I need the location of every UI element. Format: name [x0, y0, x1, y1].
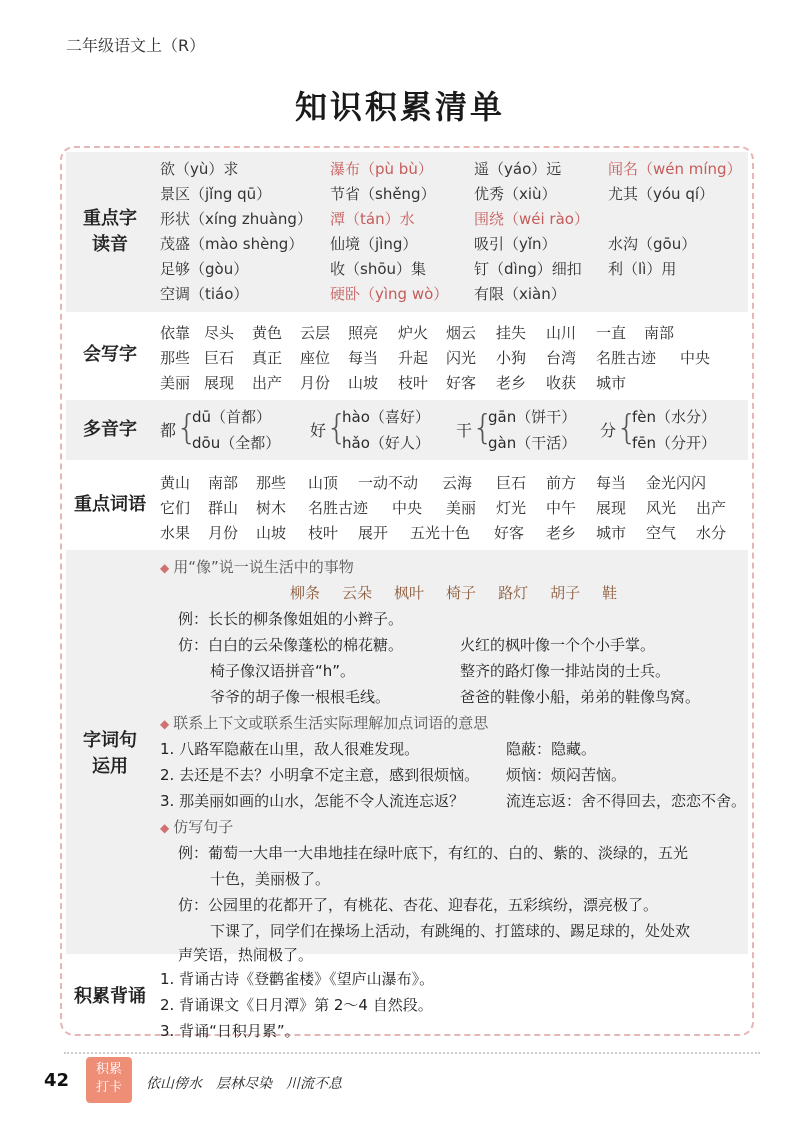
prompt-word: 胡子 — [550, 584, 581, 602]
section-label: 重点词语 — [74, 494, 146, 515]
writing-word: 挂失 — [496, 324, 527, 342]
writing-word: 那些 — [160, 349, 191, 367]
reading-a: dū（首都） — [192, 408, 272, 426]
brace-icon: { — [472, 408, 494, 448]
prompt-word: 椅子 — [446, 584, 477, 602]
key-words-row — [160, 522, 742, 546]
writing-word: 台湾 — [546, 349, 577, 367]
writing-word: 真正 — [252, 349, 283, 367]
writing-word: 尽头 — [204, 324, 235, 342]
reading-a: hào（喜好） — [342, 408, 430, 426]
usage-heading-1: ◆ 用“像”说一说生活中的事物 — [160, 558, 354, 576]
pronunciation-item: 吸引（yǐn） — [474, 235, 557, 253]
writing-word: 每当 — [348, 349, 379, 367]
writing-word: 名胜古迹 — [596, 349, 657, 367]
sentence-line: 下课了，同学们在操场上活动，有跳绳的、打篮球的、踢足球的，处处欢 — [210, 922, 691, 940]
imitation-line: 爷爷的胡子像一根根毛线。 — [210, 688, 391, 706]
key-word: 每当 — [596, 474, 627, 492]
key-word: 枝叶 — [308, 524, 339, 542]
prompt-word: 路灯 — [498, 584, 529, 602]
writing-word: 升起 — [398, 349, 429, 367]
prompt-word: 枫叶 — [394, 584, 425, 602]
key-word: 山顶 — [308, 474, 339, 492]
knowledge-card — [60, 146, 754, 1040]
pronunciation-item: 欲（yù）求 — [160, 160, 239, 178]
pronunciation-item: 节省（shěng） — [330, 185, 436, 203]
reading-b: fēn（分开） — [632, 434, 717, 452]
writing-word: 山坡 — [348, 374, 379, 392]
writing-row — [160, 347, 742, 371]
pronunciation-item: 利（lì）用 — [608, 260, 677, 278]
question-line: 3. 那美丽如画的山水，怎能不令人流连忘返？ — [160, 792, 465, 810]
question-line: 2. 去还是不去？小明拿不定主意，感到很烦恼。 — [160, 766, 480, 784]
key-word: 好客 — [494, 524, 525, 542]
writing-word: 月份 — [300, 374, 331, 392]
key-word: 五光十色 — [410, 524, 471, 542]
key-word: 水分 — [696, 524, 727, 542]
key-word: 中央 — [392, 499, 423, 517]
section-recite — [66, 958, 748, 1038]
key-word: 月份 — [208, 524, 239, 542]
key-word: 出产 — [696, 499, 727, 517]
writing-word: 烟云 — [446, 324, 477, 342]
key-word: 名胜古迹 — [308, 499, 369, 517]
key-words-row — [160, 497, 742, 521]
writing-word: 云层 — [300, 324, 331, 342]
key-word: 黄山 — [160, 474, 191, 492]
pronunciation-item: 闻名（wén míng） — [608, 160, 742, 178]
reading-b: dōu（全都） — [192, 434, 281, 452]
key-word: 空气 — [646, 524, 677, 542]
reading-b: gàn（干活） — [488, 434, 577, 452]
writing-word: 展现 — [204, 374, 235, 392]
writing-word: 炉火 — [398, 324, 429, 342]
imitation-line: 椅子像汉语拼音“h”。 — [210, 662, 356, 680]
writing-word: 中央 — [680, 349, 711, 367]
prompt-word: 柳条 — [290, 584, 321, 602]
writing-word: 南部 — [644, 324, 675, 342]
key-words-row — [160, 472, 742, 496]
writing-row — [160, 372, 742, 396]
pronunciation-item: 硬卧（yìng wò） — [330, 285, 449, 303]
accumulate-badge: 积累 打卡 — [86, 1057, 132, 1103]
writing-word: 一直 — [596, 324, 627, 342]
polyphonic-item — [456, 404, 606, 456]
writing-word: 城市 — [596, 374, 627, 392]
polyphonic-char: 干 — [456, 421, 473, 440]
key-word: 老乡 — [546, 524, 577, 542]
pronunciation-item: 瀑布（pù bù） — [330, 160, 433, 178]
pronunciation-item: 尤其（yóu qí） — [608, 185, 715, 203]
book-label: 二年级语文上（R） — [66, 36, 206, 55]
polyphonic-char: 好 — [310, 421, 327, 440]
writing-grid — [160, 316, 742, 396]
recite-list — [160, 958, 742, 1038]
key-word: 风光 — [646, 499, 677, 517]
section-pronunciation — [66, 152, 748, 312]
writing-word: 美丽 — [160, 374, 191, 392]
key-word: 它们 — [160, 499, 191, 517]
writing-word: 座位 — [300, 349, 331, 367]
key-word: 云海 — [442, 474, 473, 492]
key-word: 美丽 — [446, 499, 477, 517]
pronunciation-item: 围绕（wéi rào） — [474, 210, 589, 228]
writing-word: 山川 — [546, 324, 577, 342]
key-word: 前方 — [546, 474, 577, 492]
key-word: 展开 — [358, 524, 389, 542]
sentence-line: 例：葡萄一大串一大串地挂在绿叶底下，有红的、白的、紫的、淡绿的，五光 — [178, 844, 689, 862]
imitation-line: 火红的枫叶像一个个小手掌。 — [460, 636, 656, 654]
answer-line: 隐蔽：隐藏。 — [506, 740, 597, 758]
polyphonic-char: 都 — [160, 421, 177, 440]
writing-word: 老乡 — [496, 374, 527, 392]
pronunciation-item: 遥（yáo）远 — [474, 160, 562, 178]
usage-content — [160, 550, 747, 964]
brace-icon: { — [326, 408, 348, 448]
sentence-line: 十色，美丽极了。 — [210, 870, 331, 888]
writing-word: 出产 — [252, 374, 283, 392]
pronunciation-item: 有限（xiàn） — [474, 285, 566, 303]
answer-line: 流连忘返：舍不得回去，恋恋不舍。 — [506, 792, 747, 810]
pronunciation-item: 形状（xíng zhuàng） — [160, 210, 312, 228]
writing-word: 枝叶 — [398, 374, 429, 392]
key-word: 一动不动 — [358, 474, 419, 492]
key-word: 中午 — [546, 499, 577, 517]
key-word: 展现 — [596, 499, 627, 517]
writing-word: 依靠 — [160, 324, 191, 342]
word-row — [290, 582, 710, 603]
polyphonic-char: 分 — [600, 421, 617, 440]
section-usage — [66, 550, 748, 964]
usage-heading-2: ◆ 联系上下文或联系生活实际理解加点词语的意思 — [160, 714, 489, 732]
pronunciation-item: 潭（tán）水 — [330, 210, 415, 228]
reading-a: fèn（水分） — [632, 408, 717, 426]
pronunciation-item: 景区（jǐng qū） — [160, 185, 272, 203]
section-polyphonic — [66, 400, 748, 460]
recite-item: 2. 背诵课文《日月潭》第 2～4 自然段。 — [160, 996, 433, 1014]
prompt-word: 鞋 — [602, 584, 618, 602]
writing-word: 好客 — [446, 374, 477, 392]
pronunciation-grid — [160, 152, 742, 312]
imitation-line: 整齐的路灯像一排站岗的士兵。 — [460, 662, 671, 680]
imitation-line: 仿：白白的云朵像蓬松的棉花糖。 — [178, 636, 404, 654]
pronunciation-item: 收（shōu）集 — [330, 260, 427, 278]
key-word: 那些 — [256, 474, 287, 492]
pronunciation-item: 仙境（jìng） — [330, 235, 418, 253]
polyphonic-item — [310, 404, 460, 456]
pronunciation-item: 钉（dìng）细扣 — [474, 260, 582, 278]
writing-word: 闪光 — [446, 349, 477, 367]
key-word: 树木 — [256, 499, 287, 517]
pronunciation-item: 足够（gòu） — [160, 260, 249, 278]
section-key-words — [66, 464, 748, 546]
key-word: 巨石 — [496, 474, 527, 492]
recite-item: 3. 背诵“日积月累”。 — [160, 1022, 300, 1040]
key-word: 城市 — [596, 524, 627, 542]
writing-word: 小狗 — [496, 349, 527, 367]
answer-line: 烦恼：烦闷苦恼。 — [506, 766, 627, 784]
polyphonic-grid — [160, 400, 742, 460]
page-title: 知识积累清单 — [294, 88, 505, 126]
question-line: 1. 八路军隐蔽在山里，敌人很难发现。 — [160, 740, 420, 758]
pronunciation-item: 优秀（xiù） — [474, 185, 557, 203]
section-label: 积累背诵 — [74, 986, 146, 1007]
example-line: 例：长长的柳条像姐姐的小辫子。 — [178, 610, 404, 628]
imitation-line: 爸爸的鞋像小船，弟弟的鞋像鸟窝。 — [460, 688, 701, 706]
usage-heading-3: ◆ 仿写句子 — [160, 818, 234, 836]
footer-divider — [64, 1052, 760, 1054]
key-word: 群山 — [208, 499, 239, 517]
page-number: 42 — [44, 1070, 70, 1091]
section-label: 多音字 — [83, 419, 137, 440]
brace-icon: { — [616, 408, 638, 448]
section-label: 会写字 — [83, 344, 137, 365]
prompt-word: 云朵 — [342, 584, 373, 602]
key-word: 水果 — [160, 524, 191, 542]
polyphonic-item — [160, 404, 310, 456]
recite-item: 1. 背诵古诗《登鹳雀楼》《望庐山瀑布》。 — [160, 970, 435, 988]
key-word: 山坡 — [256, 524, 287, 542]
writing-row — [160, 322, 742, 346]
brace-icon: { — [176, 408, 198, 448]
pronunciation-item: 水沟（gōu） — [608, 235, 697, 253]
pronunciation-item: 空调（tiáo） — [160, 285, 249, 303]
reading-b: hǎo（好人） — [342, 434, 430, 452]
footer-idioms: 依山傍水 层林尽染 川流不息 — [146, 1076, 342, 1092]
section-label: 重点字 读音 — [83, 208, 137, 255]
key-word: 南部 — [208, 474, 239, 492]
key-words-grid — [160, 464, 742, 546]
key-word: 金光闪闪 — [646, 474, 707, 492]
section-writing — [66, 316, 748, 396]
section-label: 字词句 运用 — [83, 730, 137, 777]
sentence-line: 仿：公园里的花都开了，有桃花、杏花、迎春花，五彩缤纷，漂亮极了。 — [178, 896, 659, 914]
reading-a: gān（饼干） — [488, 408, 577, 426]
writing-word: 照亮 — [348, 324, 379, 342]
pronunciation-item: 茂盛（mào shèng） — [160, 235, 304, 253]
writing-word: 收获 — [546, 374, 577, 392]
writing-word: 黄色 — [252, 324, 283, 342]
polyphonic-item — [600, 404, 750, 456]
key-word: 灯光 — [496, 499, 527, 517]
writing-word: 巨石 — [204, 349, 235, 367]
sentence-line: 声笑语，热闹极了。 — [178, 946, 314, 964]
